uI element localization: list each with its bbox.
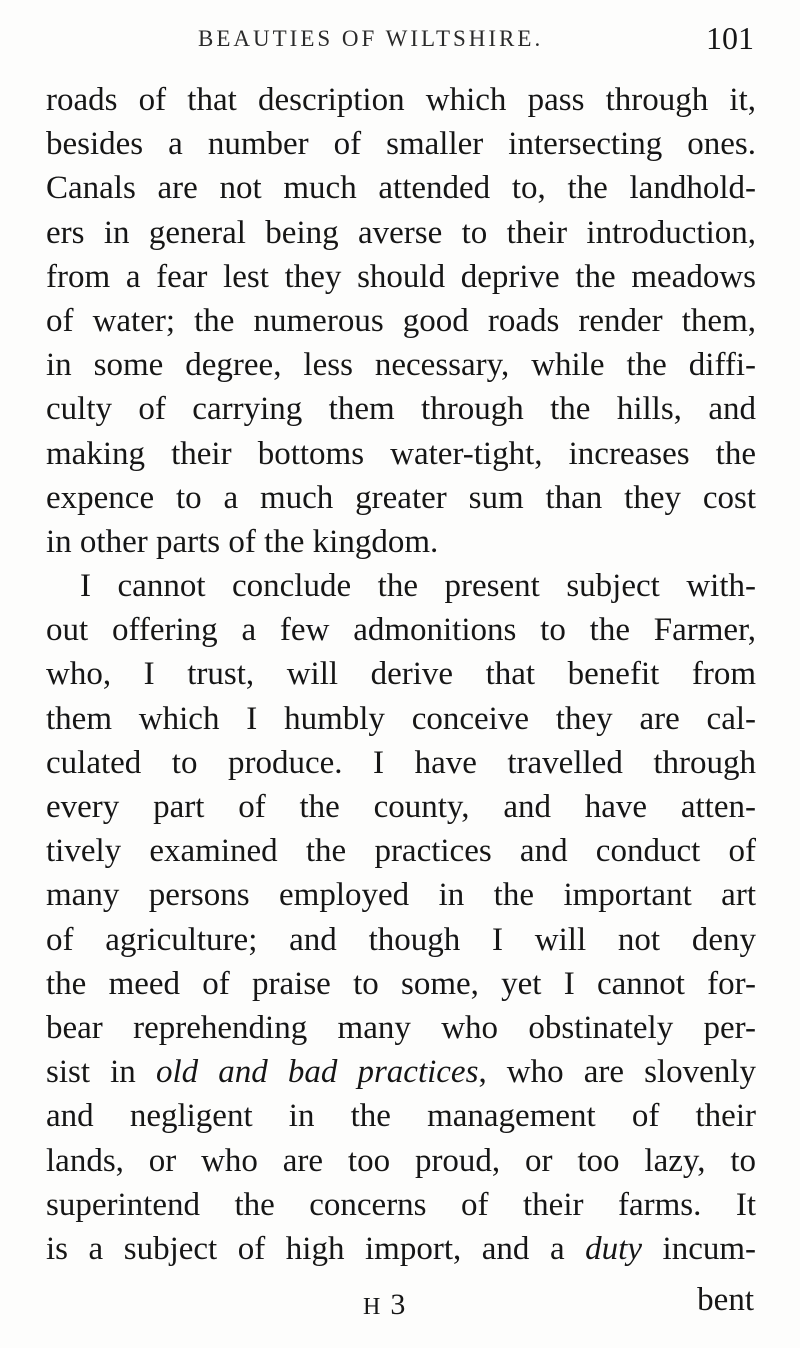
text-line: out offering a few admonitions to the Farmer,: [46, 612, 756, 649]
text-line: lands, or who are too proud, or too lazy, to: [46, 1142, 756, 1179]
catchword: bent: [697, 1282, 754, 1318]
italic-word: duty: [585, 1230, 642, 1267]
line-text-before: sist in: [46, 1054, 156, 1091]
page-number: 101: [706, 20, 754, 56]
text-line: tively examined the practices and conduct of: [46, 833, 756, 870]
text-line: superintend the concerns of their farms. It: [46, 1186, 756, 1223]
text-line: culated to produce. I have travelled through: [46, 744, 756, 781]
body-text: [46, 78, 756, 1271]
text-line-with-italics: [46, 1227, 756, 1271]
line-text-after: , who are slovenly: [478, 1054, 756, 1091]
text-line: every part of the county, and have atten-: [46, 789, 756, 825]
text-line: culty of carrying them through the hills, and: [46, 391, 756, 428]
text-line: and negligent in the management of their: [46, 1098, 756, 1135]
signature-mark: [363, 1288, 407, 1322]
paragraph-start-line: I cannot conclude the present subject with-: [80, 568, 756, 605]
text-line: bear reprehending many who obstinately per-: [46, 1009, 756, 1046]
text-line: of agriculture; and though I will not deny: [46, 921, 756, 958]
text-line: them which I humbly conceive they are cal-: [46, 700, 756, 737]
text-line: besides a number of smaller intersecting ones.: [46, 126, 756, 163]
signature-letter: H: [363, 1294, 383, 1320]
italic-phrase: old and bad practices: [155, 1054, 479, 1091]
text-line: of water; the numerous good roads render them,: [46, 302, 756, 339]
text-line: Canals are not much attended to, the landhold-: [46, 170, 756, 207]
text-line: from a fear lest they should deprive the meadows: [46, 258, 756, 295]
text-line: ers in general being averse to their introduction,: [46, 214, 756, 251]
line-text-before: is a subject of high import, and a: [46, 1230, 586, 1267]
running-title: BEAUTIES OF WILTSHIRE.: [198, 26, 544, 51]
text-line: in some degree, less necessary, while the diffi-: [46, 347, 756, 384]
text-line: who, I trust, will derive that benefit from: [46, 656, 756, 693]
text-line: expence to a much greater sum than they cost: [46, 479, 756, 516]
text-line: roads of that description which pass through it,: [46, 82, 756, 118]
line-text-after: incum-: [641, 1230, 756, 1267]
signature-number: 3: [390, 1288, 408, 1321]
text-line: many persons employed in the important art: [46, 877, 756, 914]
text-line: making their bottoms water-tight, increases the: [46, 435, 756, 472]
paragraph-end-line: in other parts of the kingdom.: [46, 523, 439, 560]
text-line-with-italics: [46, 1050, 756, 1094]
text-line: the meed of praise to some, yet I cannot for-: [46, 965, 756, 1002]
